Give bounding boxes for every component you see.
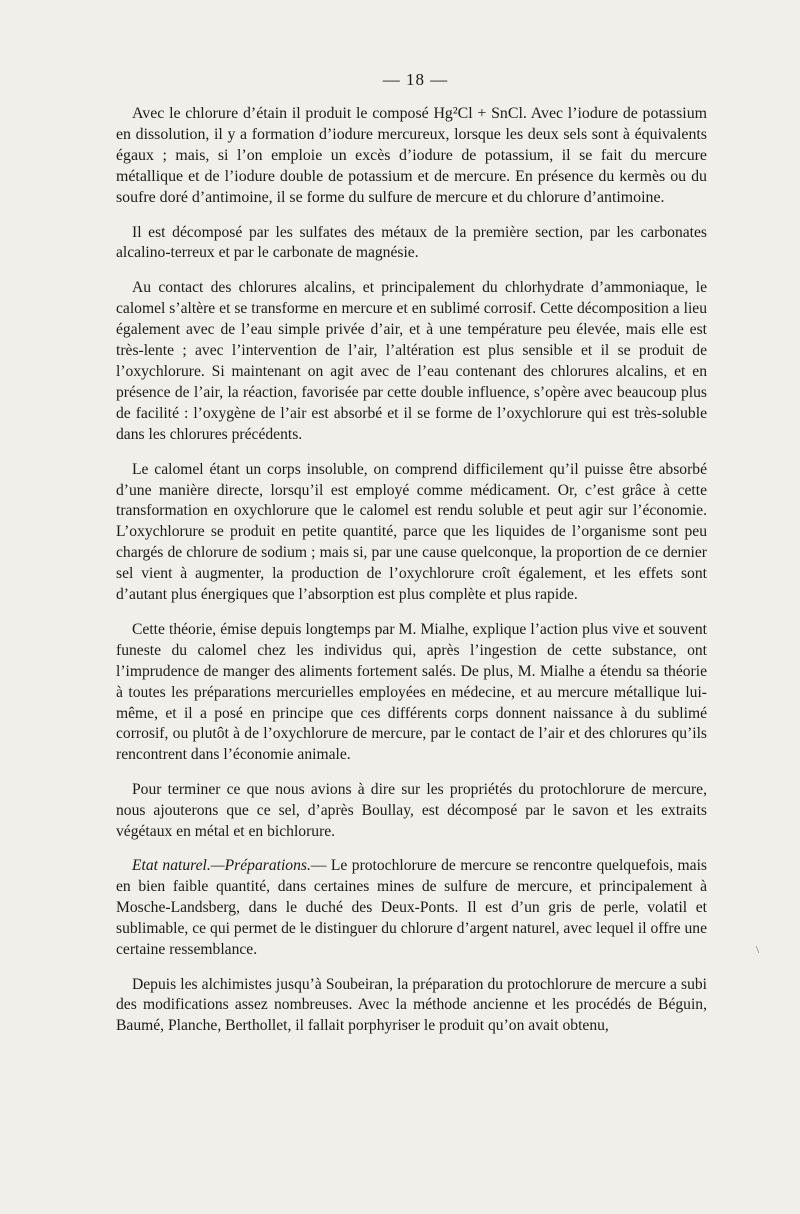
paragraph-2: Il est décomposé par les sulfates des métaux de la première section, par les carbonates alcalino-terreux et par le carbonate de magnésie.: [116, 223, 707, 262]
paragraph-1: Avec le chlorure d’étain il produit le composé Hg²Cl + SnCl. Avec l’iodure de potassium en dissolution, il y a formation d’iodure mercureux, lorsque les deux sels sont à équivalents égaux ; mais, si l’on emploie un excès d’iodure de potassium, il se fait du mercure métallique et de l’iodure double de potassium et de mercure. En présence du kermès ou du soufre doré d’antimoine, il se forme du sulfure de mercure et du chlorure d’antimoine.: [116, 105, 707, 206]
paragraph-7-body: — Le protochlorure de mercure se rencontre quelquefois, mais en bien faible quantité, dans certaines mines de sulfure de mercure, et principalement à Mosche-Landsberg, dans le duché des Deux-Ponts. Il est d’un gris de perle, volatil et sublimable, ce qui permet de le distinguer du chlorure d’argent naturel, avec lequel il offre une certaine ressemblance.: [116, 857, 707, 958]
paragraph-3: Au contact des chlorures alcalins, et principalement du chlorhydrate d’ammoniaque, le calomel s’altère et se transforme en mercure et en sublimé corrosif. Cette décomposition a lieu également avec de l’eau simple privée d’air, et à une température peu élevée, mais elle est très-lente ; avec l’intervention de l’air, l’altération est plus sensible et il se produit de l’oxychlorure. Si maintenant on agit avec de l’eau contenant des chlorures alcalins, et en présence de l’air, la réaction, favorisée par cette double influence, s’opère avec beaucoup plus de facilité : l’oxygène de l’air est absorbé et il se forme de l’oxychlorure qui est très-soluble dans les chlorures précédents.: [116, 279, 707, 443]
margin-mark: \: [756, 944, 760, 956]
section-heading-italic: Etat naturel.—Préparations.: [132, 857, 311, 874]
paragraph-6: Pour terminer ce que nous avions à dire sur les propriétés du protochlorure de mercure, nous ajouterons que ce sel, d’après Boullay, est décomposé par le savon et les extraits végétaux en métal et en bichlorure.: [116, 781, 707, 841]
page-number: — 18 —: [382, 70, 449, 89]
paragraph-5: Cette théorie, émise depuis longtemps par M. Mialhe, explique l’action plus vive et souvent funeste du calomel chez les individus qui, après l’ingestion de cette substance, ont l’imprudence de manger des aliments fortement salés. De plus, M. Mialhe a étendu sa théorie à toutes les préparations mercurielles employées en médecine, et au mercure métallique lui-même, et il a posé en principe que ces différents corps donnent naissance à du sublimé corrosif, ou plutôt à de l’oxychlorure de mercure, par le contact de l’air et des chlorures qu’ils rencontrent dans l’économie animale.: [116, 620, 707, 764]
paragraph-4: Le calomel étant un corps insoluble, on comprend difficilement qu’il puisse être absorbé d’une manière directe, lorsqu’il est employé comme médicament. Or, c’est grâce à cette transformation en oxychlorure que le calomel est rendu soluble et peut agir sur l’économie. L’oxychlorure se produit en petite quantité, parce que les liquides de l’organisme sont peu chargés de chlorure de sodium ; mais si, par une cause quelconque, la proportion de ce dernier sel vient à augmenter, la production de l’oxychlorure croît également, et les effets sont d’autant plus énergiques que l’absorption est plus complète et plus rapide.: [116, 460, 707, 604]
paragraph-8: Depuis les alchimistes jusqu’à Soubeiran, la préparation du protochlorure de mercure a subi des modifications assez nombreuses. Avec la méthode ancienne et les procédés de Béguin, Baumé, Planche, Berthollet, il fallait porphyriser le produit qu’on avait obtenu,: [116, 975, 707, 1035]
paragraph-7: [116, 856, 707, 961]
